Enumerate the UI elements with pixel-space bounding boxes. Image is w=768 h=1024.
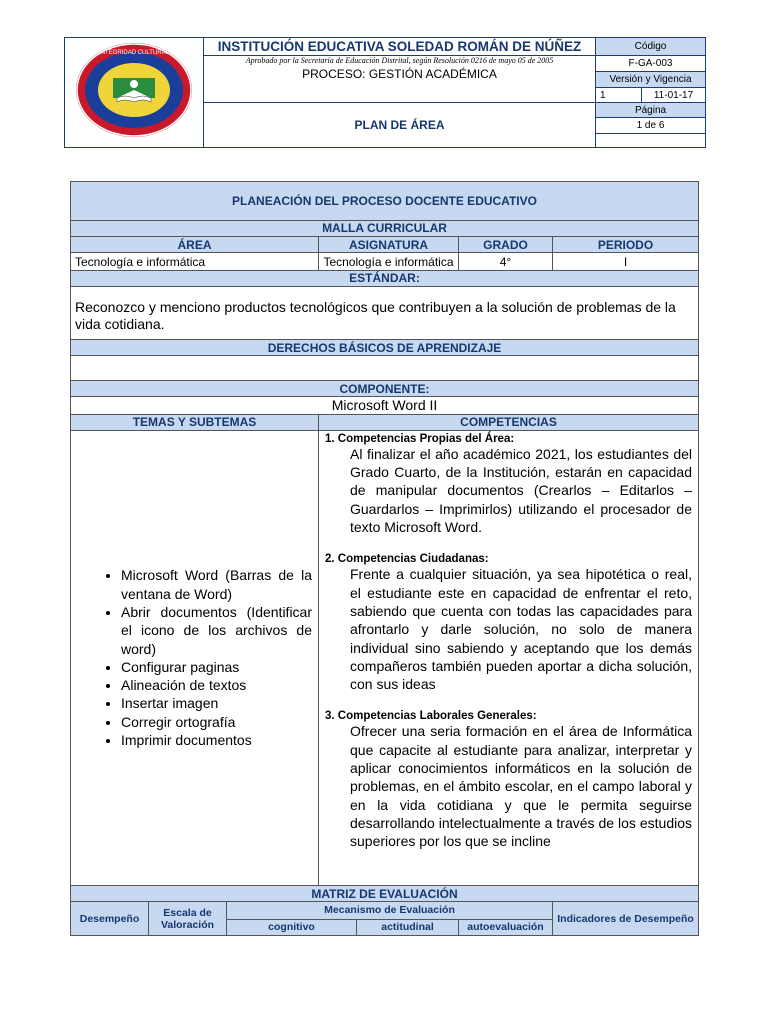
area-value: Tecnología e informática: [71, 253, 319, 270]
doc-title: PLANEACIÓN DEL PROCESO DOCENTE EDUCATIVO: [71, 182, 699, 221]
componente-value: Microsoft Word II: [71, 397, 699, 414]
desempeno-header: Desempeño: [71, 902, 149, 936]
institution-name: INSTITUCIÓN EDUCATIVA SOLEDAD ROMÁN DE NÚÑEZ: [217, 39, 582, 54]
version-label: Versión y Vigencia: [596, 72, 706, 88]
mecanismo-header: Mecanismo de Evaluación: [227, 902, 553, 919]
competencia-title: 1. Competencias Propias del Área:: [325, 432, 515, 445]
asignatura-header: ASIGNATURA: [319, 237, 459, 253]
plan-cell: [204, 103, 596, 148]
temas-cell: [71, 430, 319, 885]
asignatura-value: Tecnología e informática: [319, 253, 459, 270]
temas-heading: TEMAS Y SUBTEMAS: [71, 414, 319, 430]
indicadores-header: Indicadores de Desempeño: [553, 902, 699, 936]
list-item: • Microsoft Word (Barras de la ventana de Word): [121, 566, 314, 603]
grado-value: 4°: [459, 253, 553, 270]
codigo-label: Código: [596, 38, 706, 56]
logo-cell: [65, 38, 204, 148]
list-item: • Configurar paginas: [121, 658, 314, 676]
competencia-text: Frente a cualquier situación, ya sea hipotética o real, el estudiante este en capacidad de enfrentar el reto, sabiendo que cuenta con todas las capacidades para afrontarlo y darle solución, no solo de manera individual sino sabiendo y aceptando que los demás compañeros también pueden aportar a dicha solución, con sus ideas: [350, 566, 693, 693]
componente-heading: COMPONENTE:: [71, 380, 699, 396]
periodo-value: I: [553, 253, 699, 270]
competencia-title: 2. Competencias Ciudadanas:: [325, 553, 489, 566]
school-seal-icon: [73, 40, 195, 140]
pagina-value: 1 de 6: [596, 118, 706, 134]
grado-header: GRADO: [459, 237, 553, 253]
autoevaluacion-header: autoevaluación: [459, 919, 553, 935]
plan-title: PLAN DE ÁREA: [354, 118, 445, 132]
list-item: • Alineación de textos: [121, 676, 314, 694]
list-item: • Abrir documentos (Identificar el icono de los archivos de word): [121, 603, 314, 658]
cognitivo-header: cognitivo: [227, 919, 357, 935]
version-value: 1: [596, 88, 642, 103]
estandar-text: Reconozco y menciono productos tecnológicos que contribuyen a la solución de problemas de la vida cotidiana.: [71, 287, 699, 340]
dba-text: [71, 356, 699, 380]
competencia-text: Al finalizar el año académico 2021, los estudiantes del Grado Cuarto, de la Institución, estarán en capacidad de manipular documentos (Crearlos – Editarlos – Guardarlos – Imprimirlos) utilizando el procesador de texto Microsoft Word.: [350, 445, 693, 536]
temas-list: [71, 566, 314, 749]
list-item: • Insertar imagen: [121, 694, 314, 712]
competencia-title: 3. Competencias Laborales Generales:: [325, 710, 537, 723]
process-name: PROCESO: GESTIÓN ACADÉMICA: [302, 67, 497, 81]
dba-heading: DERECHOS BÁSICOS DE APRENDIZAJE: [71, 340, 699, 356]
area-header: ÁREA: [71, 237, 319, 253]
approval-note: Aprobado por la Secretaría de Educación Distrital, según Resolución 0216 de mayo 05 de 2005: [245, 56, 554, 65]
estandar-heading: ESTÁNDAR:: [71, 270, 699, 286]
periodo-header: PERIODO: [553, 237, 699, 253]
matriz-heading: MATRIZ DE EVALUACIÓN: [71, 885, 699, 901]
document-header: [64, 37, 706, 148]
list-item: • Corregir ortografía: [121, 713, 314, 731]
codigo-value: F-GA-003: [596, 56, 706, 72]
competencias-heading: COMPETENCIAS: [319, 414, 699, 430]
competencia-text: Ofrecer una seria formación en el área de Informática que capacite al estudiante para analizar, interpretar y aplicar conocimientos informáticos en la solución de problemas, en el ámbito escolar, en el campo laboral y en la vida cotidiana y que le permita seguirse desarrollando intelectualmente a través de los estudios superiores por los que se incline: [350, 723, 693, 850]
institution-cell: [204, 38, 596, 56]
actitudinal-header: actitudinal: [357, 919, 459, 935]
malla-heading: MALLA CURRICULAR: [71, 220, 699, 236]
vigencia-value: 11-01-17: [642, 88, 706, 103]
curriculum-table: [70, 181, 699, 936]
escala-header: Escala de Valoración: [149, 902, 227, 936]
pagina-label: Página: [596, 103, 706, 118]
svg-text:INTEGRIDAD CULTURAL: INTEGRIDAD CULTURAL: [99, 50, 169, 56]
list-item: • Imprimir documentos: [121, 731, 314, 749]
competencias-cell: [319, 430, 699, 885]
